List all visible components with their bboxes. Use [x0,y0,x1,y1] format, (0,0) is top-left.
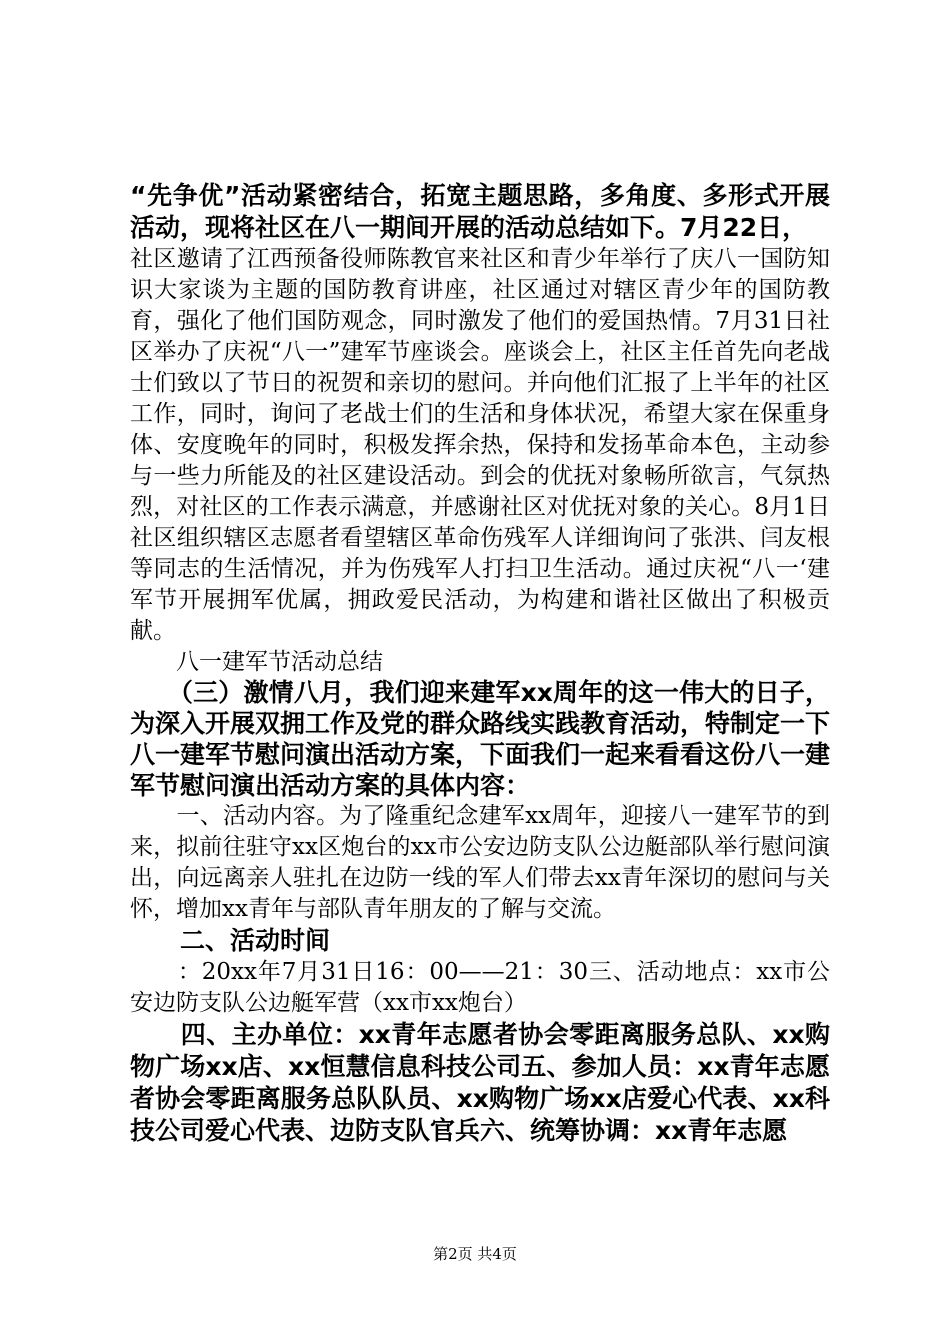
page-number-footer: 第2页 共4页 [433,1245,517,1263]
paragraph-intro: “先争优”活动紧密结合，拓宽主题思路，多角度、多形式开展活动，现将社区在八一期间开展的活动总结如下。7月22日， [130,181,830,242]
paragraph-plan-intro: （三）激情八月，我们迎来建军xx周年的这一伟大的日子，为深入开展双拥工作及党的群众路线实践教育活动，特制定一下八一建军节慰问演出活动方案，下面我们一起来看看这份八一建军节慰问演出活动方案的具体内容： [130,678,831,800]
heading-activity-time: 二、活动时间 [130,926,331,955]
section-title: 八一建军节活动总结 [130,649,383,675]
paragraph-activity-content: 一、活动内容。为了隆重纪念建军xx周年，迎接八一建军节的到来，拟前往驻守xx区炮台的xx市公安边防支队公边艇部队举行慰问演出，向远离亲人驻扎在边防一线的军人们带去xx青年深切的慰问与关怀，增加xx青年与部队青年朋友的了解与交流。 [130,803,830,922]
document-body [130,180,830,1147]
paragraph-organizers: 四、主办单位：xx青年志愿者协会零距离服务总队、xx购物广场xx店、xx恒慧信息科技公司五、参加人员：xx青年志愿者协会零距离服务总队队员、xx购物广场xx店爱心代表、xx科技公司爱心代表、边防支队官兵六、统筹协调：xx青年志愿 [130,1020,830,1145]
paragraph-activities: 社区邀请了江西预备役师陈教官来社区和青少年举行了庆八一国防知识大家谈为主题的国防教育讲座，社区通过对辖区青少年的国防教育，强化了他们国防观念，同时激发了他们的爱国热情。7月31日社区举办了庆祝“八一”建军节座谈会。座谈会上，社区主任首先向老战士们致以了节日的祝贺和亲切的慰问。并向他们汇报了上半年的社区工作，同时，询问了老战士们的生活和身体状况，希望大家在保重身体、安度晚年的同时，积极发挥余热，保持和发扬革命本色，主动参与一些力所能及的社区建设活动。到会的优抚对象畅所欲言，气氛热烈，对社区的工作表示满意，并感谢社区对优抚对象的关心。8月1日社区组织辖区志愿者看望辖区革命伤残军人详细询问了张洪、闫友根等同志的生活情况，并为伤残军人打扫卫生活动。通过庆祝“八一‘建军节开展拥军优属，拥政爱民活动，为构建和谐社区做出了积极贡献。 [130,246,830,644]
paragraph-time-location: ：20xx年7月31日16：00——21：30三、活动地点：xx市公安边防支队公边艇军营（xx市xx炮台） [130,959,830,1016]
